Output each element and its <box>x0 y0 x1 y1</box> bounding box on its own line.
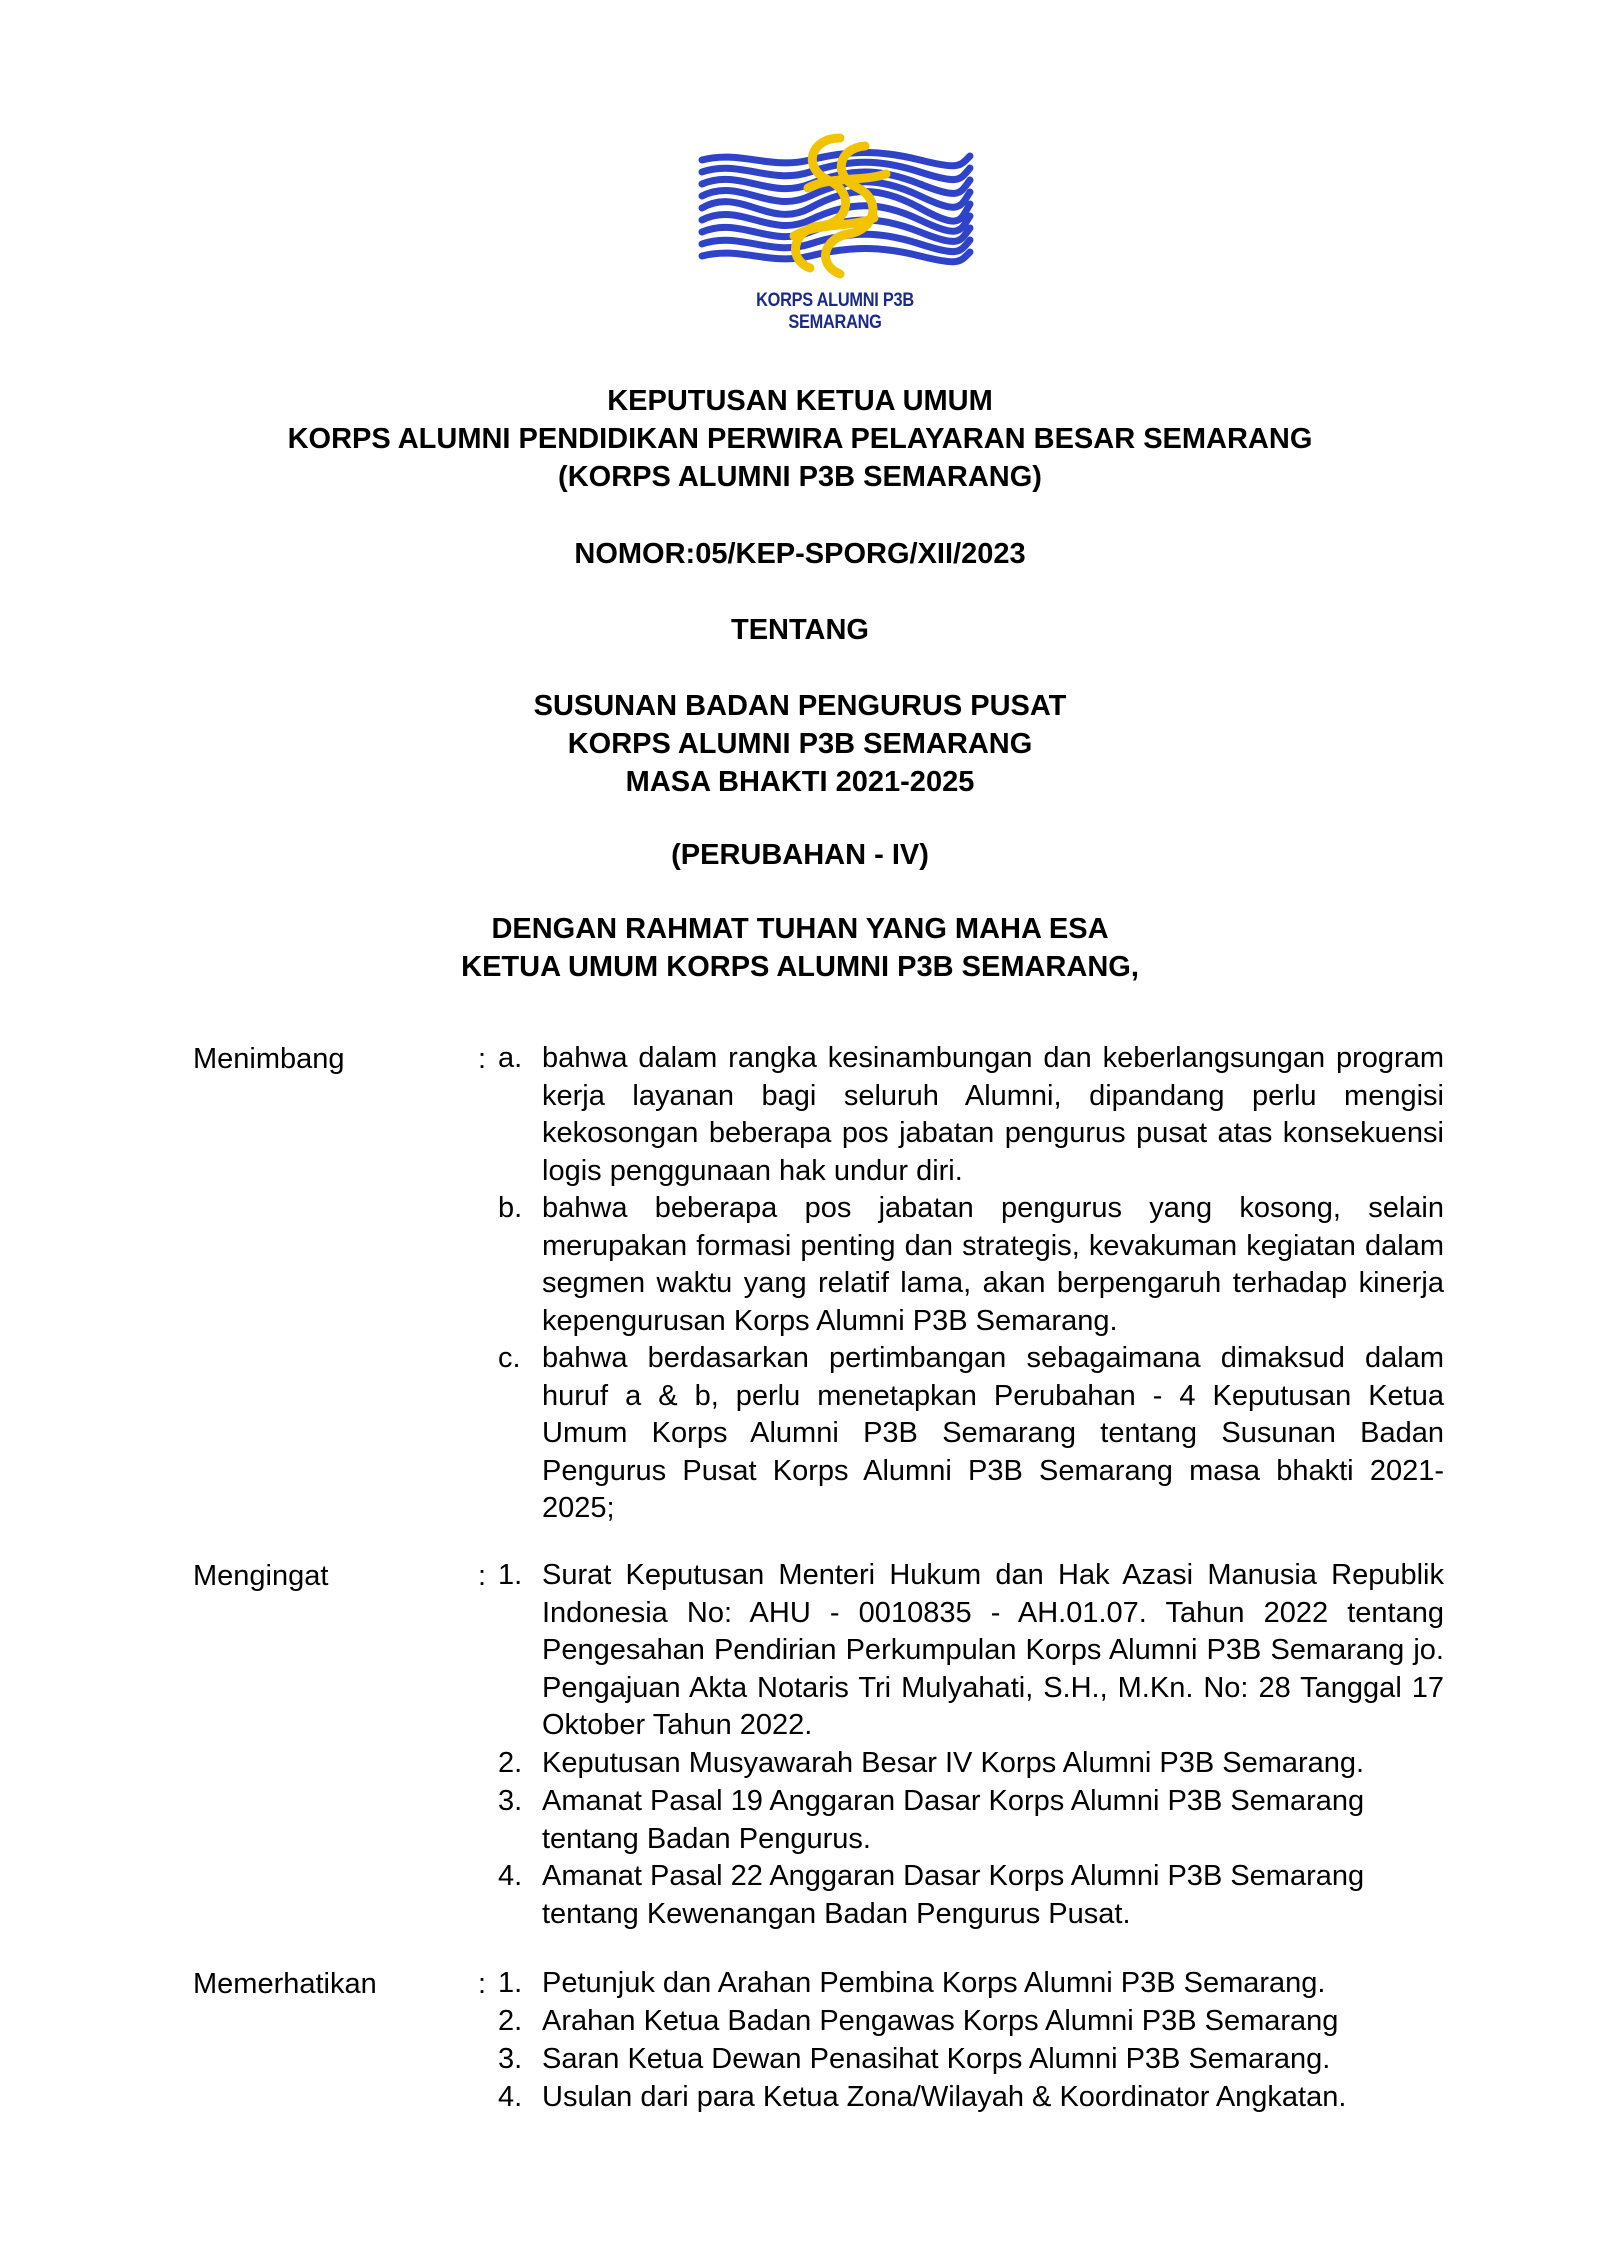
item-marker: 1. <box>498 1559 523 1591</box>
blessing-line-2: KETUA UMUM KORPS ALUMNI P3B SEMARANG, <box>461 951 1139 983</box>
item-text: bahwa berdasarkan pertimbangan sebagaimana dimaksud dalam huruf a & b, perlu menetapkan Perubahan - 4 Keputusan Ketua Umum Korps Alumni P3B Semarang tentang Susunan Badan Pengurus Pusat Korps Alumni P3B Semarang masa bhakti 2021-2025; <box>542 1342 1444 1524</box>
item-marker: 3. <box>498 2043 523 2075</box>
section-colon: : <box>478 1560 487 1592</box>
title-line-1: KEPUTUSAN KETUA UMUM <box>607 385 993 417</box>
item-text: bahwa dalam rangka kesinambungan dan keberlangsungan program kerja layanan bagi seluruh Alumni, dipandang perlu mengisi kekosongan beberapa pos jabatan pengurus pusat atas konsekuensi logis penggunaan hak undur diri. <box>542 1042 1444 1187</box>
title-line-3: (KORPS ALUMNI P3B SEMARANG) <box>558 461 1042 493</box>
revision-text: (PERUBAHAN - IV) <box>671 839 929 871</box>
decree-subject <box>0 687 1600 801</box>
decree-number-text: NOMOR:05/KEP-SPORG/XII/2023 <box>574 538 1026 570</box>
revision-heading <box>0 836 1600 874</box>
subject-line-1: SUSUNAN BADAN PENGURUS PUSAT <box>533 690 1067 722</box>
item-text: Arahan Ketua Badan Pengawas Korps Alumni P3B Semarang <box>542 2005 1339 2037</box>
item-text: Saran Ketua Dewan Penasihat Korps Alumni P3B Semarang. <box>542 2043 1331 2075</box>
item-text: Petunjuk dan Arahan Pembina Korps Alumni P3B Semarang. <box>542 1967 1326 1999</box>
blessing-heading <box>0 910 1600 986</box>
item-text: Amanat Pasal 22 Anggaran Dasar Korps Alumni P3B Semarang tentang Kewenangan Badan Pengurus Pusat. <box>542 1860 1365 1930</box>
item-marker: c. <box>498 1342 521 1374</box>
title-line-2: KORPS ALUMNI PENDIDIKAN PERWIRA PELAYARAN BESAR SEMARANG <box>287 423 1313 455</box>
section-label-menimbang: Menimbang <box>193 1043 345 1075</box>
item-text: Keputusan Musyawarah Besar IV Korps Alumni P3B Semarang. <box>542 1747 1365 1779</box>
subject-line-3: MASA BHAKTI 2021-2025 <box>625 766 975 798</box>
organization-logo <box>690 118 980 333</box>
section-colon: : <box>478 1968 487 2000</box>
item-marker: 4. <box>498 1860 523 1892</box>
decree-title <box>0 382 1600 496</box>
item-text: Surat Keputusan Menteri Hukum dan Hak Azasi Manusia Republik Indonesia No: AHU - 0010835 - AH.01.07. Tahun 2022 tentang Pengesahan Pendirian Perkumpulan Korps Alumni P3B Semarang jo. Pengajuan Akta Notaris Tri Mulyahati, S.H., M.Kn. No: 28 Tanggal 17 Oktober Tahun 2022. <box>542 1559 1444 1741</box>
item-marker: 2. <box>498 1747 523 1779</box>
logo-text: KORPS ALUMNI P3B SEMARANG <box>756 290 914 333</box>
item-text: bahwa beberapa pos jabatan pengurus yang kosong, selain merupakan formasi penting dan strategis, kevakuman kegiatan dalam segmen waktu yang relatif lama, akan berpengaruh terhadap kinerja kepengurusan Korps Alumni P3B Semarang. <box>542 1192 1444 1337</box>
section-label-memerhatikan: Memerhatikan <box>193 1968 377 2000</box>
item-text: Usulan dari para Ketua Zona/Wilayah & Koordinator Angkatan. <box>542 2081 1347 2113</box>
blessing-line-1: DENGAN RAHMAT TUHAN YANG MAHA ESA <box>491 913 1109 945</box>
about-heading <box>0 611 1600 649</box>
item-marker: 1. <box>498 1967 523 1999</box>
item-marker: 3. <box>498 1785 523 1817</box>
item-marker: 4. <box>498 2081 523 2113</box>
section-label-mengingat: Mengingat <box>193 1560 329 1592</box>
about-text: TENTANG <box>730 614 869 646</box>
section-colon: : <box>478 1043 487 1075</box>
item-marker: a. <box>498 1042 523 1074</box>
item-text: Amanat Pasal 19 Anggaran Dasar Korps Alumni P3B Semarang tentang Badan Pengurus. <box>542 1785 1365 1855</box>
item-marker: b. <box>498 1192 523 1224</box>
logo-emblem-icon <box>690 118 980 288</box>
decree-number <box>0 535 1600 573</box>
item-marker: 2. <box>498 2005 523 2037</box>
subject-line-2: KORPS ALUMNI P3B SEMARANG <box>567 728 1033 760</box>
